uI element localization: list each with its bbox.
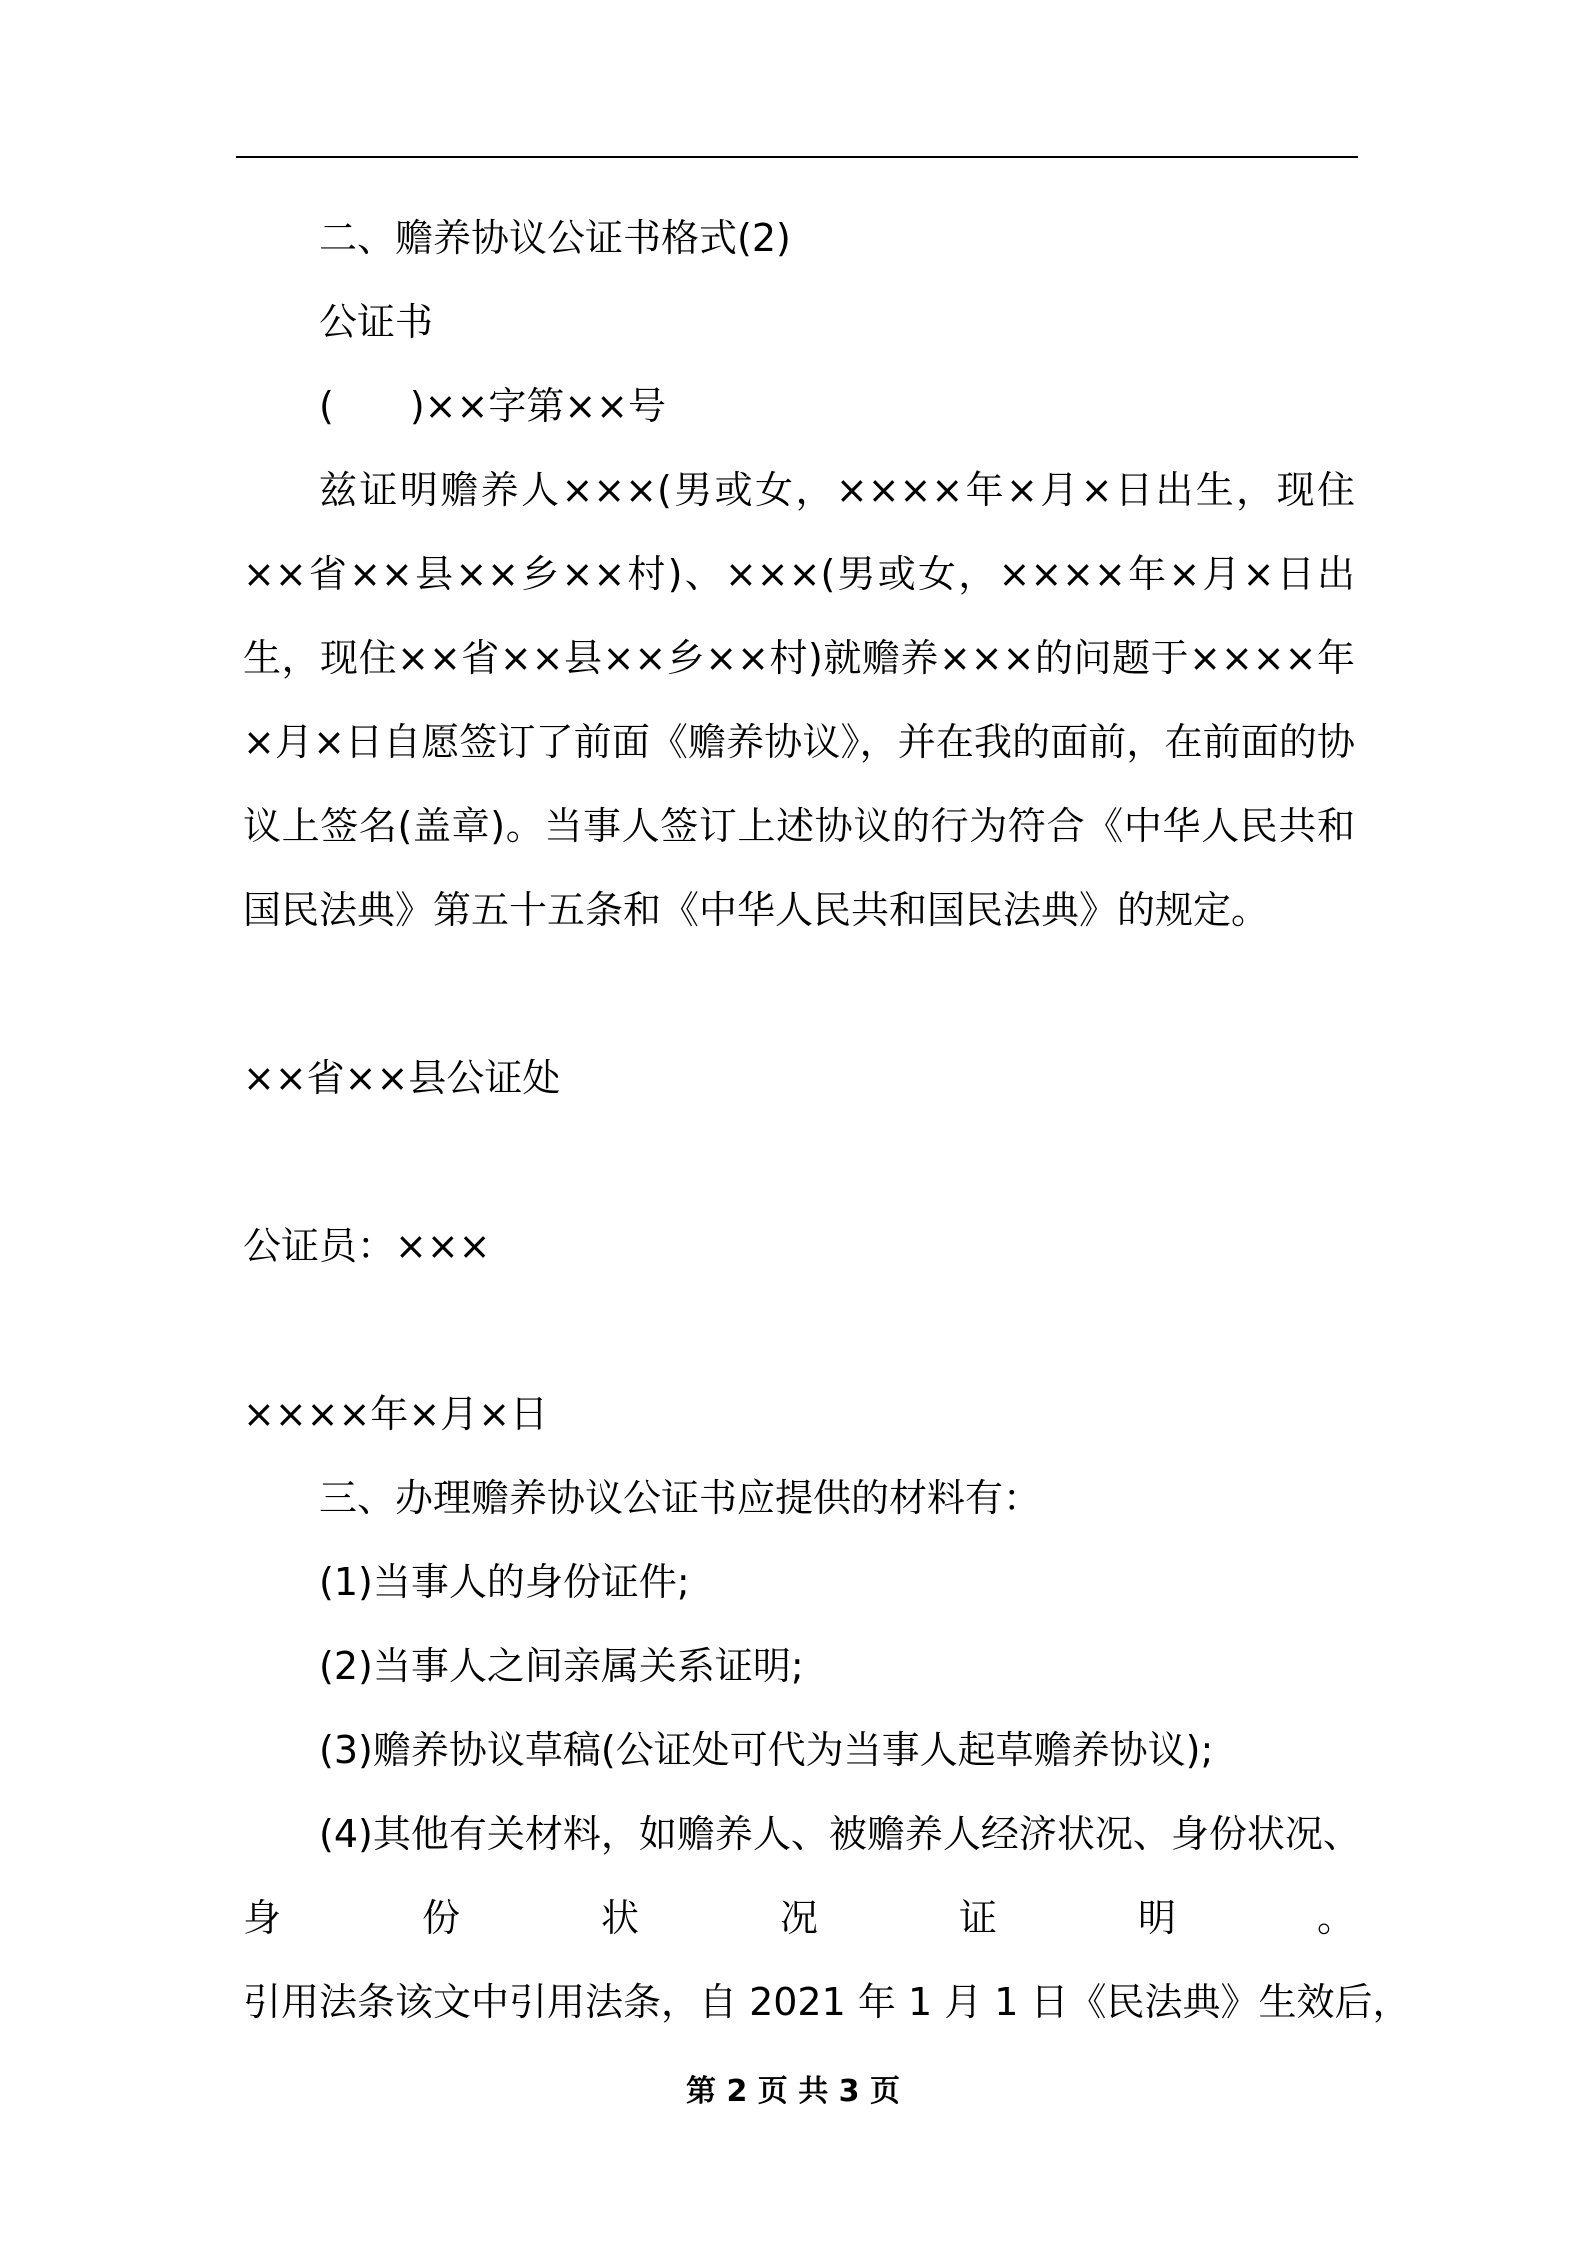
page-footer: 第 2 页 共 3 页	[686, 2074, 900, 2109]
list-item: (3)赡养协议草稿(公证处可代为当事人起草赡养协议);	[319, 1728, 1214, 1772]
notary-office: ××省××县公证处	[243, 1056, 561, 1100]
notary-date: ××××年×月×日	[243, 1392, 549, 1436]
notary-name: 公证员：×××	[243, 1224, 491, 1268]
header-rule	[236, 156, 1358, 158]
body-paragraph: 兹证明赡养人×××(男或女，××××年×月×日出生，现住××省××县××乡××村)、×××(男或女，××××年×月×日出生，现住××省××县××乡××村)就赡养×××的问题于××××年×月×日自愿签订了前面《赡养协议》，并在我的面前，在前面的协议上签名(盖章)。当事人签订上述协议的行为符合《中华人民共和国民法典》第五十五条和《中华人民共和国民法典》的规定。	[243, 468, 1355, 932]
list-item-4: (4)其他有关材料，如赡养人、被赡养人经济状况、身份状况、	[319, 1812, 1361, 1856]
list-item: (1)当事人的身份证件;	[319, 1560, 690, 1604]
section-heading-2: 二、赡养协议公证书格式(2)	[319, 216, 791, 260]
doc-title: 公证书	[319, 300, 434, 344]
citation-note: 引用法条该文中引用法条，自 2021 年 1 月 1 日《民法典》生效后，	[243, 1980, 1411, 2024]
list-item: (2)当事人之间亲属关系证明;	[319, 1644, 804, 1688]
doc-number: ( )××字第××号	[319, 384, 667, 428]
list-item-4-continued: 身 份 状 况 证 明 。	[243, 1896, 1355, 1940]
section-heading-3: 三、办理赡养协议公证书应提供的材料有：	[319, 1476, 1042, 1520]
document-body	[243, 196, 1411, 2044]
